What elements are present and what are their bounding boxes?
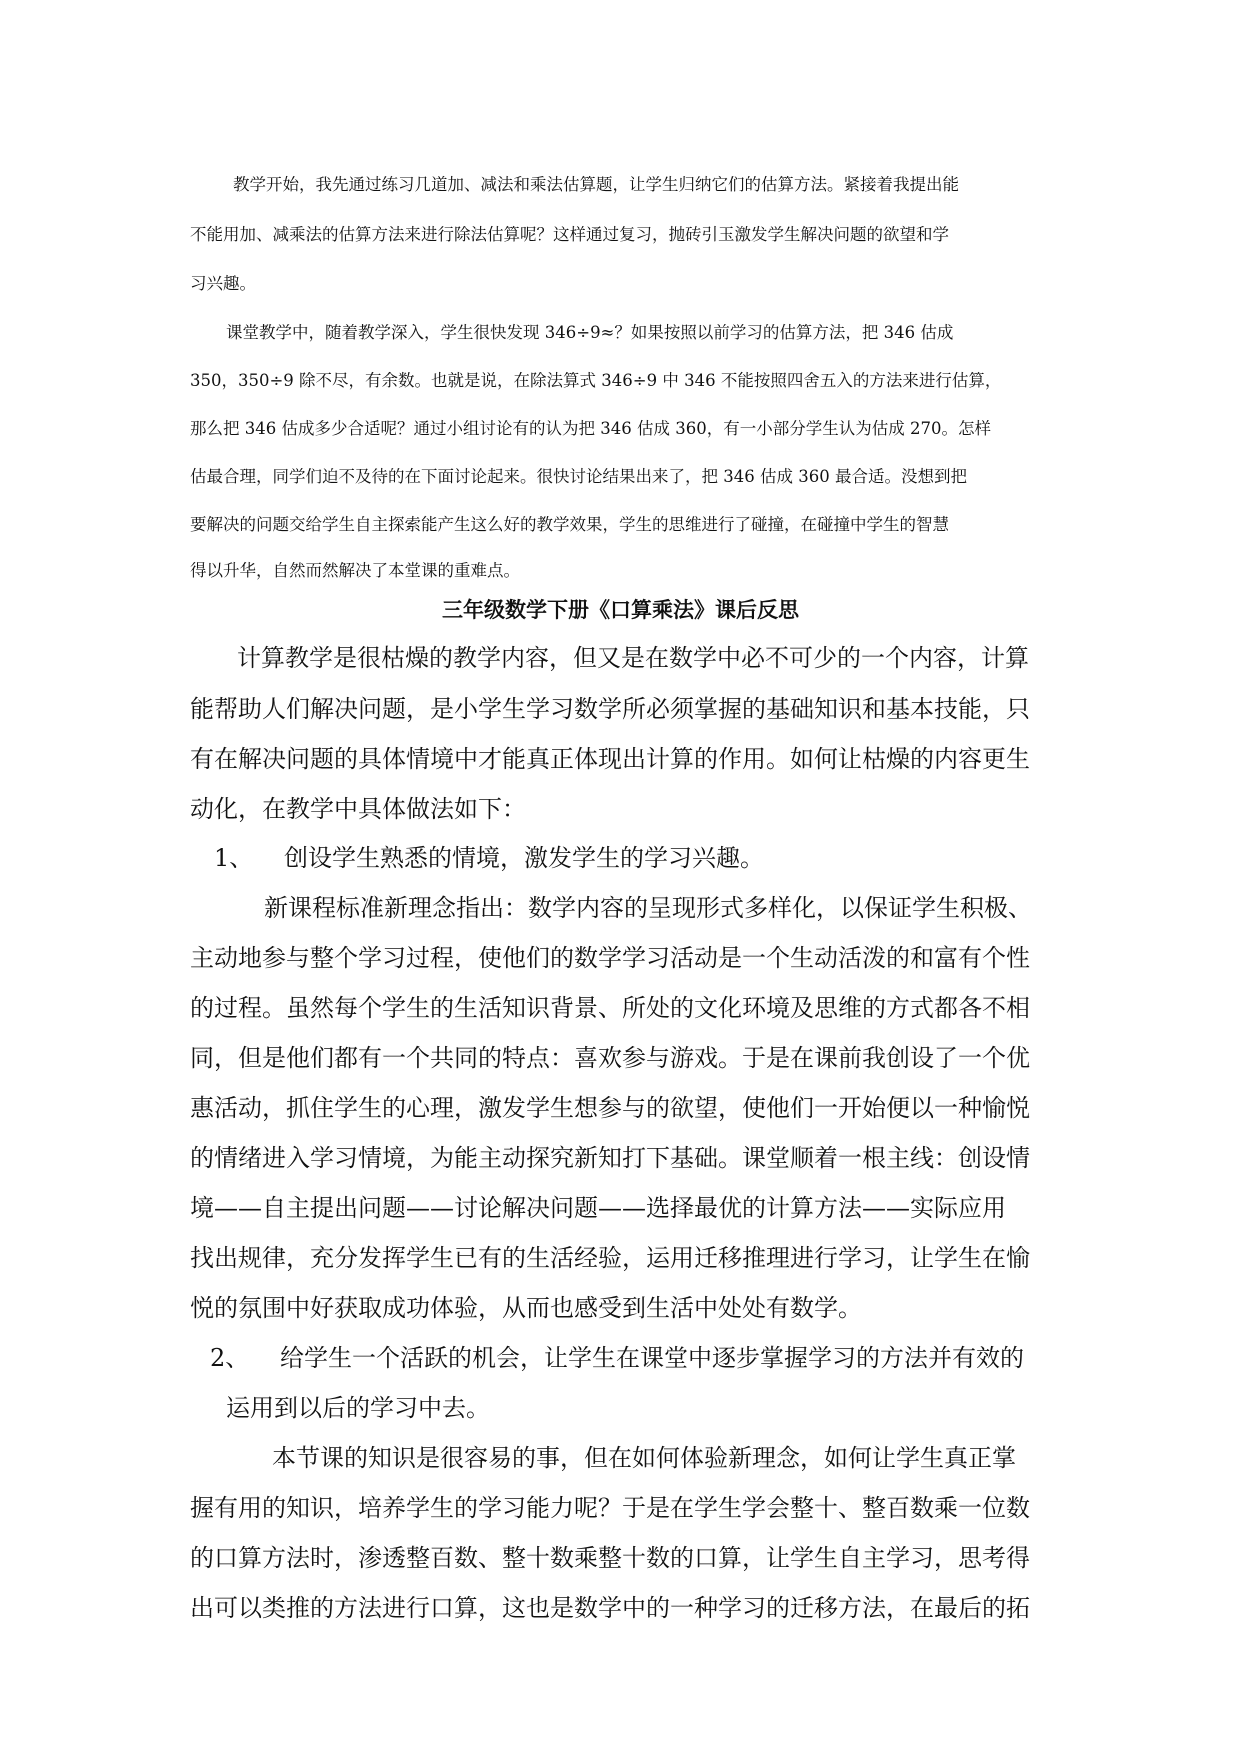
paragraph-line: 主动地参与整个学习过程，使他们的数学学习活动是一个生动活泼的和富有个性 xyxy=(190,944,1030,972)
paragraph-line: 习兴趣。 xyxy=(190,274,256,293)
paragraph-line: 有在解决问题的具体情境中才能真正体现出计算的作用。如何让枯燥的内容更生 xyxy=(190,745,1030,773)
paragraph-line: 能帮助人们解决问题，是小学生学习数学所必须掌握的基础知识和基本技能，只 xyxy=(190,695,1030,723)
list-item-text: 创设学生熟悉的情境，激发学生的学习兴趣。 xyxy=(284,844,764,872)
paragraph-line: 教学开始，我先通过练习几道加、减法和乘法估算题，让学生归纳它们的估算方法。紧接着我提出能 xyxy=(233,175,959,194)
paragraph-line: 悦的氛围中好获取成功体验，从而也感受到生活中处处有数学。 xyxy=(190,1294,862,1322)
paragraph-line: 不能用加、减乘法的估算方法来进行除法估算呢？这样通过复习，抛砖引玉激发学生解决问题的欲望和学 xyxy=(190,225,949,244)
list-item-2 xyxy=(210,1338,1024,1373)
paragraph-line: 的情绪进入学习情境，为能主动探究新知打下基础。课堂顺着一根主线：创设情 xyxy=(190,1144,1030,1172)
paragraph-line: 课堂教学中，随着教学深入，学生很快发现 346÷9≈？如果按照以前学习的估算方法，把 346 估成 xyxy=(226,323,954,342)
paragraph-line: 的口算方法时，渗透整百数、整十数乘整十数的口算，让学生自主学习，思考得 xyxy=(190,1544,1030,1572)
paragraph-line: 找出规律，充分发挥学生已有的生活经验，运用迁移推理进行学习，让学生在愉 xyxy=(190,1244,1030,1272)
section-title: 三年级数学下册《口算乘法》课后反思 xyxy=(442,597,799,622)
paragraph-line: 估最合理，同学们迫不及待的在下面讨论起来。很快讨论结果出来了，把 346 估成 360 最合适。没想到把 xyxy=(190,467,967,486)
paragraph-line: 惠活动，抓住学生的心理，激发学生想参与的欲望，使他们一开始便以一种愉悦 xyxy=(190,1094,1030,1122)
paragraph-line: 动化，在教学中具体做法如下： xyxy=(190,795,526,823)
list-item-continuation: 运用到以后的学习中去。 xyxy=(226,1394,490,1422)
list-item-text: 给学生一个活跃的机会，让学生在课堂中逐步掌握学习的方法并有效的 xyxy=(280,1344,1024,1372)
paragraph-line: 握有用的知识，培养学生的学习能力呢？于是在学生学会整十、整百数乘一位数 xyxy=(190,1494,1030,1522)
list-number: 1、 xyxy=(214,844,254,872)
paragraph-line: 要解决的问题交给学生自主探索能产生这么好的教学效果，学生的思维进行了碰撞，在碰撞中学生的智慧 xyxy=(190,515,949,534)
list-number: 2、 xyxy=(210,1344,250,1372)
paragraph-line: 境——自主提出问题——讨论解决问题——选择最优的计算方法——实际应用 xyxy=(190,1194,1006,1222)
paragraph-line: 本节课的知识是很容易的事，但在如何体验新理念，如何让学生真正掌 xyxy=(272,1444,1016,1472)
paragraph-line: 的过程。虽然每个学生的生活知识背景、所处的文化环境及思维的方式都各不相 xyxy=(190,994,1030,1022)
paragraph-line: 计算教学是很枯燥的教学内容，但又是在数学中必不可少的一个内容，计算 xyxy=(237,644,1029,672)
paragraph-line: 新课程标准新理念指出：数学内容的呈现形式多样化，以保证学生积极、 xyxy=(264,894,1032,922)
list-item-1 xyxy=(214,838,764,873)
paragraph-line: 那么把 346 估成多少合适呢？通过小组讨论有的认为把 346 估成 360，有一小部分学生认为估成 270。怎样 xyxy=(190,419,991,438)
paragraph-line: 350，350÷9 除不尽，有余数。也就是说，在除法算式 346÷9 中 346 不能按照四舍五入的方法来进行估算， xyxy=(190,371,1002,390)
paragraph-line: 出可以类推的方法进行口算，这也是数学中的一种学习的迁移方法，在最后的拓 xyxy=(190,1594,1030,1622)
paragraph-line: 得以升华，自然而然解决了本堂课的重难点。 xyxy=(190,561,520,580)
paragraph-line: 同，但是他们都有一个共同的特点：喜欢参与游戏。于是在课前我创设了一个优 xyxy=(190,1044,1030,1072)
